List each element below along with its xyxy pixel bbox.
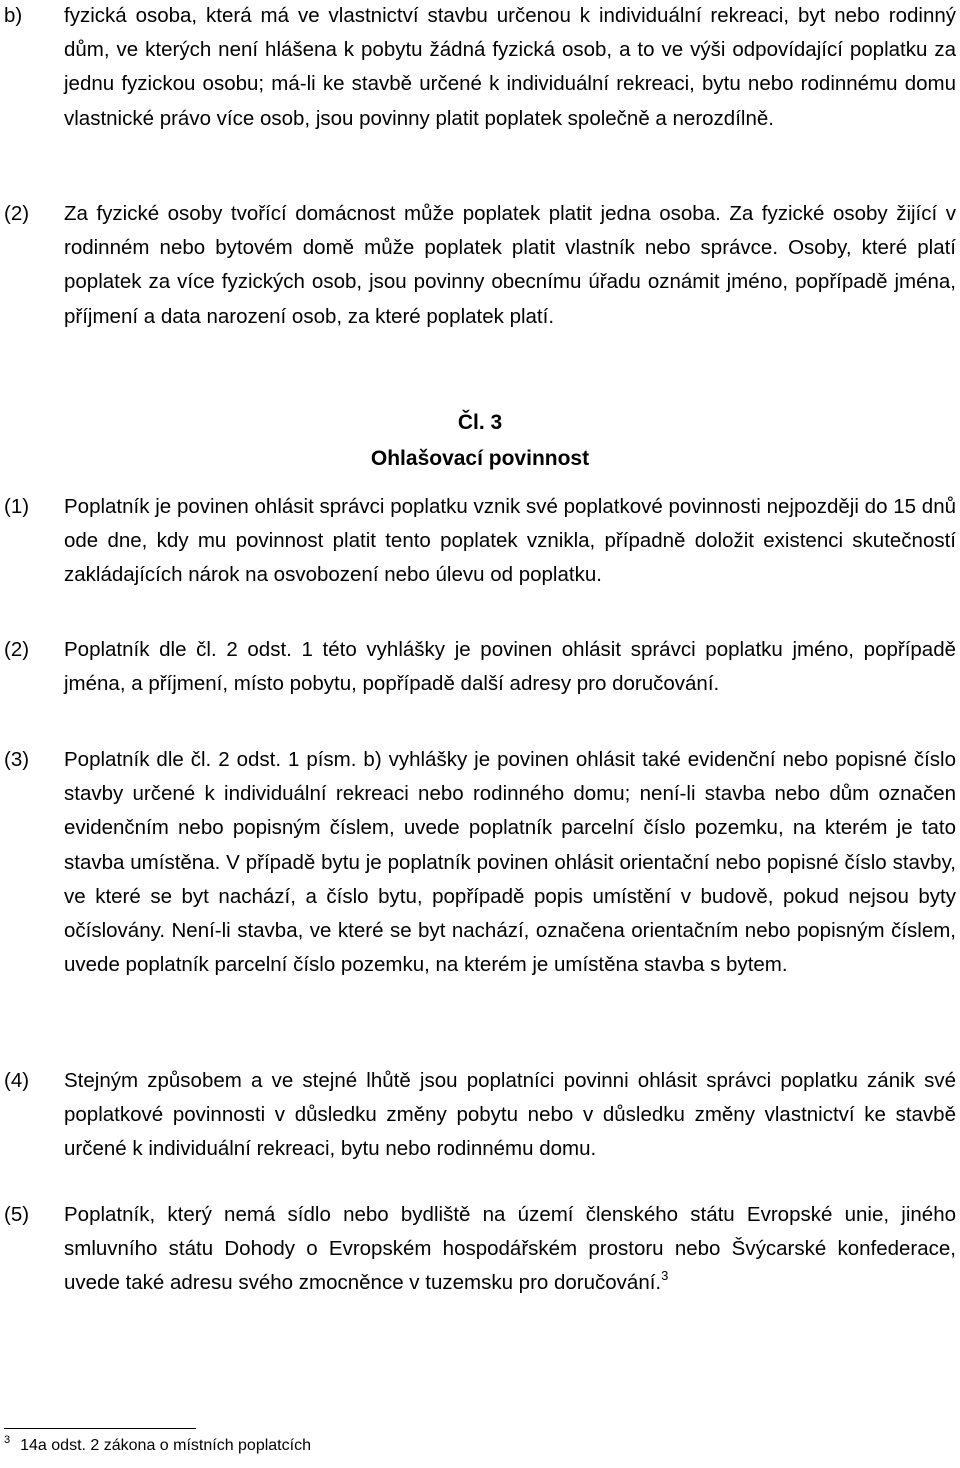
article-paragraph-5 xyxy=(4,1198,956,1301)
footnote-text: 14a odst. 2 zákona o místních poplatcích xyxy=(20,1437,311,1454)
item-text: Poplatník, který nemá sídlo nebo bydliště na území členského státu Evropské unie, jiného smluvního státu Dohody o Evropském hospodářském prostoru nebo Švýcarské konfederace, uvede také adresu svého zmocněnce v tuzemsku pro doručování. xyxy=(64,1203,956,1295)
item-text: Poplatník dle čl. 2 odst. 1 této vyhlášky je povinen ohlásit správci poplatku jméno, popřípadě jména, a příjmení, místo pobytu, popřípadě další adresy pro doručování. xyxy=(64,638,956,696)
article-paragraph-4 xyxy=(4,1064,956,1167)
item-text: Poplatník je povinen ohlásit správci poplatku vznik své poplatkové povinnosti nejpozději do 15 dnů ode dne, kdy mu povinnost platit tento poplatek vznikla, případně doložit existenci skutečností zakládajících nárok na osvobození nebo úlevu od poplatku. xyxy=(64,495,956,587)
item-label: (1) xyxy=(4,495,30,518)
paragraph-2 xyxy=(4,197,956,334)
footnote-reference[interactable]: 3 xyxy=(661,1268,669,1284)
item-label: b) xyxy=(4,4,23,27)
item-label: (2) xyxy=(4,638,30,661)
item-label: (3) xyxy=(4,748,30,771)
item-label: (5) xyxy=(4,1203,30,1226)
article-number: Čl. 3 xyxy=(457,411,503,434)
item-text: Za fyzické osoby tvořící domácnost může poplatek platit jedna osoba. Za fyzické osoby žijící v rodinném nebo bytovém domě může poplatek platit vlastník nebo správce. Osoby, které platí poplatek za více fyzických osob, jsou povinny obecnímu úřadu oznámit jméno, popřípadě jména, příjmení a data narození osob, za které poplatek platí. xyxy=(64,202,956,328)
footnote-separator xyxy=(4,1428,196,1429)
article-paragraph-2 xyxy=(4,633,956,701)
article-paragraph-1 xyxy=(4,490,956,593)
item-label: (4) xyxy=(4,1069,30,1092)
item-text-wrapper xyxy=(64,1198,956,1301)
item-text: Stejným způsobem a ve stejné lhůtě jsou poplatníci povinni ohlásit správci poplatku zánik své poplatkové povinnosti v důsledku změny pobytu nebo v důsledku změny vlastnictví ke stavbě určené k individuální rekreaci, bytu nebo rodinnému domu. xyxy=(64,1069,956,1161)
footnote xyxy=(4,1436,311,1456)
article-title: Ohlašovací povinnost xyxy=(370,447,590,470)
article-paragraph-3 xyxy=(4,743,956,982)
item-label: (2) xyxy=(4,202,30,225)
item-text: fyzická osoba, která má ve vlastnictví stavbu určenou k individuální rekreaci, byt nebo rodinný dům, ve kterých není hlášena k pobytu žádná fyzická osob, a to ve výši odpovídající poplatku za jednu fyzickou osobu; má-li ke stavbě určené k individuální rekreaci, bytu nebo rodinnému domu vlastnické právo více osob, jsou povinny platit poplatek společně a nerozdílně. xyxy=(64,4,956,130)
list-item-b xyxy=(4,0,956,136)
footnote-mark: 3 xyxy=(4,1434,11,1446)
item-text: Poplatník dle čl. 2 odst. 1 písm. b) vyhlášky je povinen ohlásit také evidenční nebo popisné číslo stavby určené k individuální rekreaci nebo rodinného domu; není-li stavba nebo dům označen evidenčním nebo popisným číslem, uvede poplatník parcelní číslo pozemku, na kterém je tato stavba umístěna. V případě bytu je poplatník povinen ohlásit orientační nebo popisné číslo stavby, ve které se byt nachází, a číslo bytu, popřípadě popis umístění v budově, pokud nejsou byty očíslovány. Není-li stavba, ve které se byt nachází, označena orientačním nebo popisným číslem, uvede poplatník parcelní číslo pozemku, na kterém je umístěna stavba s bytem. xyxy=(64,748,956,977)
